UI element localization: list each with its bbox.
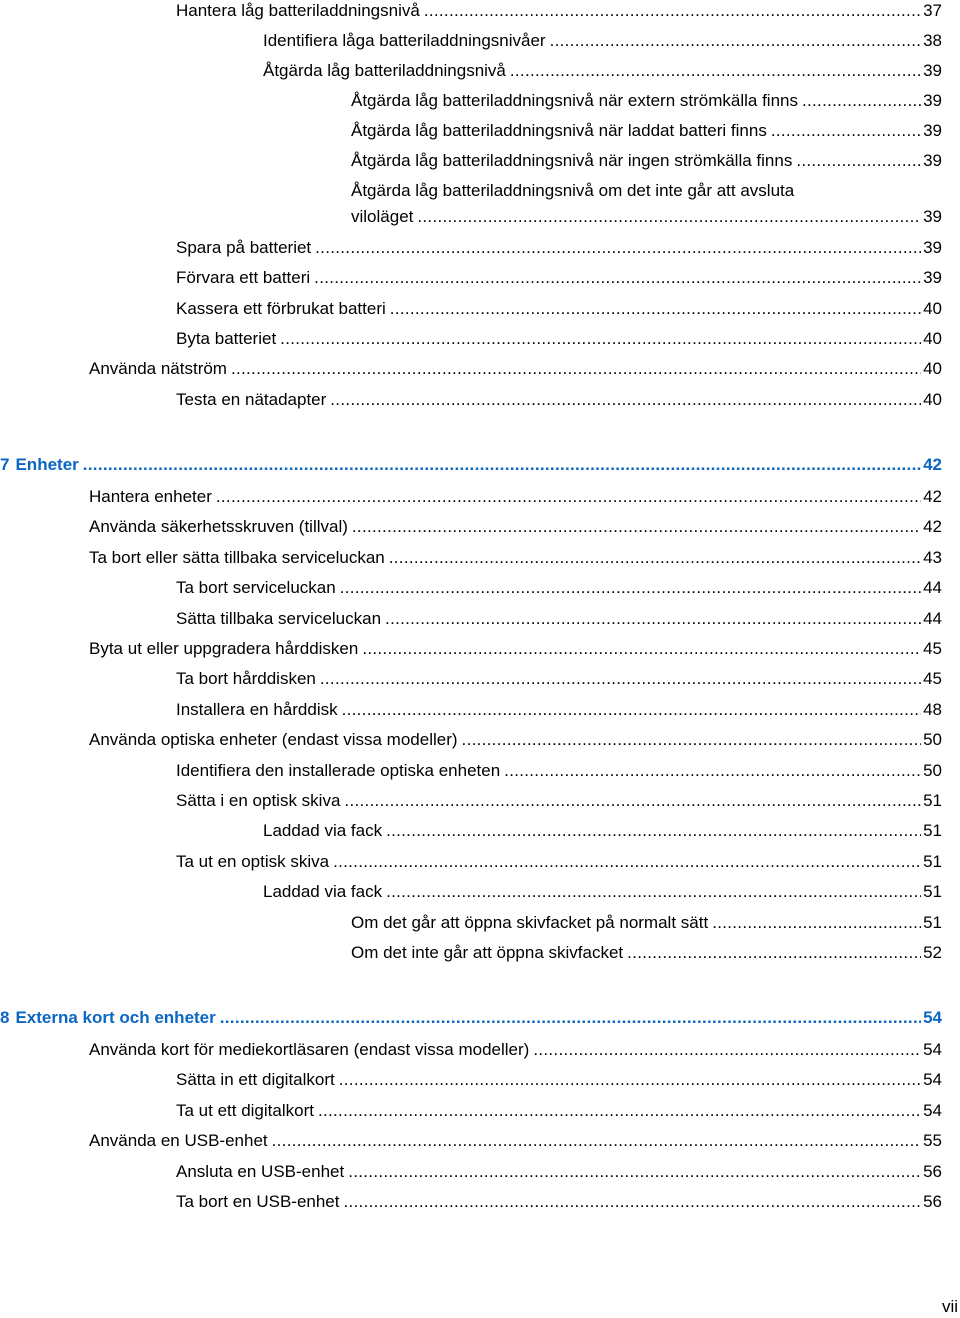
toc-entry-label: Laddad via fack (263, 821, 383, 840)
toc-entry-label: Ansluta en USB-enhet (176, 1162, 345, 1181)
dot-leader (231, 358, 921, 380)
dot-leader (386, 820, 921, 842)
dot-leader (342, 699, 921, 721)
toc-entry-label: Ta bort serviceluckan (176, 578, 336, 597)
dot-leader (314, 267, 921, 289)
toc-entry-label: Åtgärda låg batteriladdningsnivå (263, 61, 506, 80)
toc-chapter-8[interactable] (0, 1007, 960, 1029)
toc-entry-label: Hantera låg batteriladdningsnivå (176, 1, 420, 20)
toc-entry-page: 54 (923, 1101, 942, 1120)
dot-leader (344, 790, 921, 812)
dot-leader (424, 0, 921, 22)
toc-entry-label: Förvara ett batteri (176, 268, 311, 287)
toc-entry-page: 54 (923, 1008, 942, 1027)
toc-entry-label: Åtgärda låg batteriladdningsnivå när ingen strömkälla finns (351, 151, 793, 170)
toc-entry-page: 54 (923, 1040, 942, 1059)
toc-entry-label: Använda en USB-enhet (89, 1131, 268, 1150)
toc-entry-page: 39 (923, 61, 942, 80)
toc-entry[interactable] (0, 790, 960, 812)
dot-leader (348, 1161, 921, 1183)
dot-leader (417, 206, 921, 228)
toc-entry-page: 39 (923, 268, 942, 287)
toc-entry[interactable] (0, 638, 960, 660)
toc-entry-page: 55 (923, 1131, 942, 1150)
dot-leader (330, 389, 921, 411)
toc-entry[interactable] (0, 358, 960, 380)
toc-entry-page: 39 (923, 207, 942, 226)
toc-entry[interactable] (0, 30, 960, 52)
toc-entry-label: Åtgärda låg batteriladdningsnivå när extern strömkälla finns (351, 91, 798, 110)
toc-entry-label: Hantera enheter (89, 487, 212, 506)
toc-entry-page: 44 (923, 609, 942, 628)
toc-entry-page: 48 (923, 700, 942, 719)
toc-entry-page: 40 (923, 390, 942, 409)
dot-leader (320, 668, 921, 690)
toc-entry-page: 40 (923, 299, 942, 318)
toc-entry[interactable] (0, 1130, 960, 1152)
toc-entry-page: 45 (923, 639, 942, 658)
toc-entry-page: 45 (923, 669, 942, 688)
toc-entry-page: 40 (923, 329, 942, 348)
dot-leader (771, 120, 921, 142)
toc-entry[interactable] (0, 1069, 960, 1091)
toc-entry[interactable] (0, 150, 960, 172)
dot-leader (343, 1191, 921, 1213)
toc-entry[interactable] (0, 237, 960, 259)
toc-entry[interactable] (0, 881, 960, 903)
dot-leader (802, 90, 921, 112)
toc-entry-page: 37 (923, 1, 942, 20)
dot-leader (83, 454, 921, 476)
toc-entry[interactable] (0, 267, 960, 289)
toc-entry[interactable] (0, 577, 960, 599)
toc-entry-label: Enheter (15, 455, 79, 474)
toc-entry-label: Sätta tillbaka serviceluckan (176, 609, 382, 628)
dot-leader (627, 942, 921, 964)
toc-entry-label: Använda säkerhetsskruven (tillval) (89, 517, 348, 536)
toc-entry[interactable] (0, 298, 960, 320)
dot-leader (315, 237, 921, 259)
toc-entry[interactable] (0, 389, 960, 411)
toc-entry-label: Ta bort eller sätta tillbaka serviceluckan (89, 548, 385, 567)
toc-entry-label: Ta bort en USB-enhet (176, 1192, 340, 1211)
toc-entry-page: 39 (923, 151, 942, 170)
dot-leader (550, 30, 922, 52)
toc-entry[interactable] (0, 699, 960, 721)
toc-entry-label: Ta ut ett digitalkort (176, 1101, 314, 1120)
toc-entry[interactable] (0, 851, 960, 873)
toc-entry-label: Använda optiska enheter (endast vissa modeller) (89, 730, 458, 749)
dot-leader (318, 1100, 921, 1122)
dot-leader (272, 1130, 921, 1152)
dot-leader (386, 881, 921, 903)
toc-entry[interactable] (0, 1191, 960, 1213)
toc-chapter-7[interactable] (0, 454, 960, 476)
toc-entry-page: 39 (923, 91, 942, 110)
toc-entry-label: Externa kort och enheter (15, 1008, 216, 1027)
toc-entry[interactable] (0, 547, 960, 569)
toc-entry-page: 50 (923, 761, 942, 780)
toc-entry-page: 44 (923, 578, 942, 597)
toc-entry-page: 52 (923, 943, 942, 962)
toc-entry-label: Byta ut eller uppgradera hårddisken (89, 639, 359, 658)
toc-entry-label: Laddad via fack (263, 882, 383, 901)
toc-entry-label: Om det går att öppna skivfacket på normalt sätt (351, 913, 709, 932)
toc-entry-label: Använda nätström (89, 359, 227, 378)
dot-leader (385, 608, 921, 630)
dot-leader (333, 851, 921, 873)
dot-leader (340, 577, 921, 599)
page-number: vii (941, 1297, 958, 1316)
toc-entry-page: 56 (923, 1162, 942, 1181)
toc-entry-page: 38 (923, 31, 942, 50)
dot-leader (510, 60, 921, 82)
toc-entry-page: 51 (923, 852, 942, 871)
dot-leader (504, 760, 921, 782)
toc-entry-page: 42 (923, 487, 942, 506)
toc-entry-label: viloläget (351, 207, 414, 226)
toc-entry-page: 54 (923, 1070, 942, 1089)
toc-entry-label: Identifiera låga batteriladdningsnivåer (263, 31, 546, 50)
chapter-number: 7 (0, 455, 10, 474)
toc-entry[interactable] (0, 60, 960, 82)
toc-entry[interactable] (0, 912, 960, 934)
toc-entry-page: 39 (923, 121, 942, 140)
toc-entry[interactable] (0, 1161, 960, 1183)
toc-entry-page: 39 (923, 238, 942, 257)
toc-entry-label: Byta batteriet (176, 329, 277, 348)
toc-entry[interactable] (0, 608, 960, 630)
toc-entry[interactable] (0, 942, 960, 964)
chapter-number: 8 (0, 1008, 10, 1027)
toc-entry-label: Spara på batteriet (176, 238, 312, 257)
toc-entry[interactable] (0, 486, 960, 508)
dot-leader (339, 1069, 921, 1091)
dot-leader (712, 912, 921, 934)
dot-leader (362, 638, 921, 660)
toc-entry[interactable] (0, 206, 960, 228)
toc-entry-label: Installera en hårddisk (176, 700, 338, 719)
toc-entry-page: 56 (923, 1192, 942, 1211)
dot-leader (216, 486, 921, 508)
toc-entry-page: 42 (923, 517, 942, 536)
dot-leader (462, 729, 922, 751)
toc-entry[interactable] (0, 328, 960, 350)
toc-entry-label: Sätta i en optisk skiva (176, 791, 341, 810)
dot-leader (390, 298, 921, 320)
toc-entry-page: 43 (923, 548, 942, 567)
toc-entry[interactable] (0, 729, 960, 751)
toc-entry[interactable] (0, 90, 960, 112)
toc-entry-label: Använda kort för mediekortläsaren (endast vissa modeller) (89, 1040, 530, 1059)
toc-entry-page: 40 (923, 359, 942, 378)
dot-leader (796, 150, 921, 172)
toc-entry[interactable] (0, 0, 960, 22)
toc-entry-page: 50 (923, 730, 942, 749)
toc-entry-label: Sätta in ett digitalkort (176, 1070, 335, 1089)
toc-entry-page: 51 (923, 821, 942, 840)
toc-entry-page: 51 (923, 791, 942, 810)
dot-leader (389, 547, 921, 569)
dot-leader (220, 1007, 921, 1029)
dot-leader (352, 516, 921, 538)
toc-entry[interactable] (0, 120, 960, 142)
dot-leader (280, 328, 921, 350)
toc-entry-label: Kassera ett förbrukat batteri (176, 299, 386, 318)
toc-entry[interactable] (0, 516, 960, 538)
toc-entry-label: Identifiera den installerade optiska enheten (176, 761, 501, 780)
toc-entry-label: Testa en nätadapter (176, 390, 327, 409)
toc-entry-label: Åtgärda låg batteriladdningsnivå när laddat batteri finns (351, 121, 767, 140)
toc-entry[interactable] (0, 820, 960, 842)
toc-entry[interactable] (0, 760, 960, 782)
toc-entry-page: 51 (923, 882, 942, 901)
toc-entry-page: 42 (923, 455, 942, 474)
toc-entry[interactable] (0, 1100, 960, 1122)
toc-entry[interactable] (0, 668, 960, 690)
toc-entry-page: 51 (923, 913, 942, 932)
toc-entry[interactable] (0, 1039, 960, 1061)
dot-leader (533, 1039, 921, 1061)
toc-entry-label: Ta bort hårddisken (176, 669, 316, 688)
toc-entry-label-line1[interactable]: Åtgärda låg batteriladdningsnivå om det inte går att avsluta (351, 181, 795, 200)
toc-entry-label: Ta ut en optisk skiva (176, 852, 330, 871)
toc-entry-label: Om det inte går att öppna skivfacket (351, 943, 624, 962)
